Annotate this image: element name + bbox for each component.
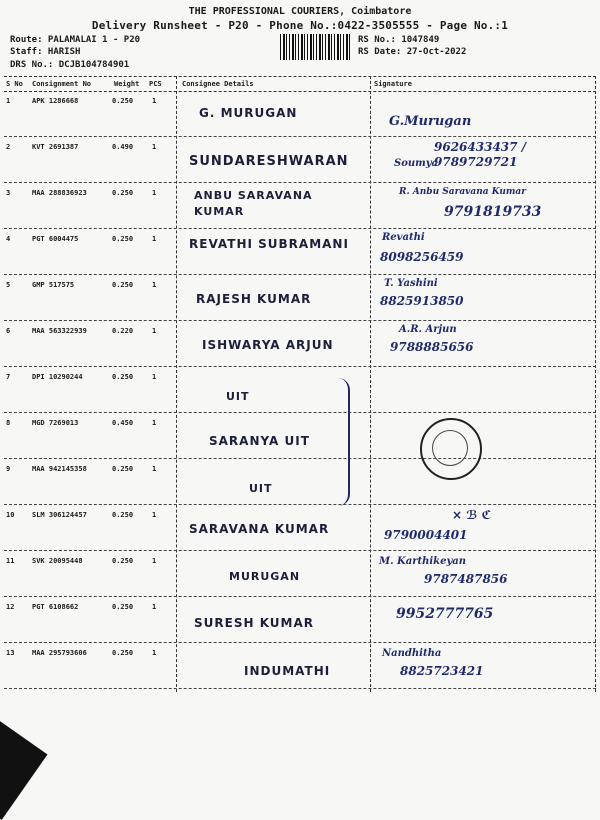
row-weight: 0.250	[112, 557, 134, 565]
row-phone: 9787487856	[424, 572, 508, 586]
rs-date: RS Date: 27-Oct-2022	[358, 47, 467, 57]
barcode	[280, 34, 350, 60]
row-signature: R. Anbu Saravana Kumar	[399, 187, 526, 197]
bracket-mark	[330, 378, 350, 506]
row-pcs: 1	[152, 281, 157, 289]
row-sno: 6	[6, 327, 11, 335]
row-consignee: ISHWARYA ARJUN	[202, 338, 334, 352]
row-weight: 0.250	[112, 511, 134, 519]
row-pcs: 1	[152, 97, 157, 105]
row-sno: 5	[6, 281, 11, 289]
row-consignment: DPI 10290244	[32, 373, 83, 381]
rs-number: RS No.: 1047849	[358, 35, 440, 45]
row-consignment: MGD 7269013	[32, 419, 79, 427]
institute-stamp	[420, 418, 482, 480]
row-sno: 13	[6, 649, 15, 657]
row-consignment: MAA 942145358	[32, 465, 87, 473]
row-pcs: 1	[152, 511, 157, 519]
stamp-center	[432, 430, 468, 466]
row-sno: 3	[6, 189, 11, 197]
row-phone: 9952777765	[396, 606, 494, 622]
row-weight: 0.250	[112, 465, 134, 473]
row-phone: 8825913850	[380, 294, 464, 308]
table-row	[4, 458, 596, 505]
row-sno: 12	[6, 603, 15, 611]
row-pcs: 1	[152, 649, 157, 657]
table-row	[4, 366, 596, 413]
row-signature: M. Karthikeyan	[379, 556, 467, 567]
row-sno: 10	[6, 511, 15, 519]
col-consignee: Consignee Details	[182, 80, 254, 88]
table-row	[4, 642, 596, 689]
row-consignment: SVK 20095448	[32, 557, 83, 565]
col-pcs: PCS	[149, 80, 162, 88]
table-row	[4, 504, 596, 551]
row-sno: 4	[6, 235, 11, 243]
row-consignment: SLM 306124457	[32, 511, 87, 519]
col-signature: Signature	[374, 80, 412, 88]
table-row	[4, 90, 596, 137]
page-corner-shadow	[0, 720, 48, 820]
row-consignee: G. MURUGAN	[199, 106, 298, 120]
row-weight: 0.250	[112, 603, 134, 611]
drs-number: DRS No.: DCJB104784901	[10, 60, 130, 70]
row-signature: G.Murugan	[389, 114, 472, 129]
row-consignment: MAA 563322939	[32, 327, 87, 335]
row-pcs: 1	[152, 603, 157, 611]
route-label: Route: PALAMALAI 1 - P20	[10, 35, 141, 45]
row-consignment: PGT 6004475	[32, 235, 79, 243]
row-weight: 0.250	[112, 189, 134, 197]
row-consignee: MURUGAN	[229, 570, 301, 583]
row-signature: Nandhitha	[382, 648, 442, 659]
row-sno: 9	[6, 465, 11, 473]
row-consignee: SARANYA UIT	[209, 434, 310, 448]
row-phone: 9790004401	[384, 528, 468, 542]
row-weight: 0.250	[112, 97, 134, 105]
row-pcs: 1	[152, 189, 157, 197]
row-weight: 0.250	[112, 281, 134, 289]
row-consignment: MAA 288836923	[32, 189, 87, 197]
row-sno: 2	[6, 143, 11, 151]
row-signature: Revathi	[382, 232, 425, 243]
row-pcs: 1	[152, 465, 157, 473]
row-consignment: APK 1286668	[32, 97, 79, 105]
table-row	[4, 182, 596, 229]
row-consignment: PGT 6108662	[32, 603, 79, 611]
col-weight: Weight	[114, 80, 140, 88]
row-phone: 8825723421	[400, 664, 484, 678]
runsheet-subtitle: Delivery Runsheet - P20 - Phone No.:0422-3505555 - Page No.:1	[91, 19, 509, 32]
row-pcs: 1	[152, 327, 157, 335]
row-consignee: UIT	[226, 390, 250, 403]
row-phone: 9791819733	[444, 204, 542, 220]
row-consignee: SARAVANA KUMAR	[189, 522, 330, 536]
row-consignee: UIT	[249, 482, 273, 495]
table-row	[4, 136, 596, 183]
table-row	[4, 412, 596, 459]
row-weight: 0.250	[112, 649, 134, 657]
row-consignee: RAJESH KUMAR	[196, 292, 312, 306]
row-weight: 0.220	[112, 327, 134, 335]
row-consignee: SURESH KUMAR	[194, 616, 314, 630]
row-signature: Soumya	[394, 158, 439, 169]
row-weight: 0.490	[112, 143, 134, 151]
row-sno: 7	[6, 373, 11, 381]
row-consignee: INDUMATHI	[244, 664, 331, 678]
row-pcs: 1	[152, 419, 157, 427]
row-sno: 8	[6, 419, 11, 427]
staff-label: Staff: HARISH	[10, 47, 81, 57]
row-weight: 0.250	[112, 373, 134, 381]
row-consignee: REVATHI SUBRAMANI	[189, 237, 349, 251]
row-pcs: 1	[152, 557, 157, 565]
row-sno: 1	[6, 97, 11, 105]
row-consignment: MAA 295793606	[32, 649, 87, 657]
col-sno: S No	[6, 80, 23, 88]
table-row	[4, 550, 596, 597]
row-consignee: ANBU SARAVANA KUMAR	[194, 189, 313, 218]
row-phone: 8098256459	[380, 250, 464, 264]
row-weight: 0.450	[112, 419, 134, 427]
row-signature: A.R. Arjun	[399, 324, 457, 335]
col-consignment: Consignment No	[32, 80, 92, 88]
row-weight: 0.250	[112, 235, 134, 243]
row-sno: 11	[6, 557, 15, 565]
row-consignment: GMP 517575	[32, 281, 75, 289]
row-pcs: 1	[152, 373, 157, 381]
table-row	[4, 320, 596, 367]
row-phone: 9788885656	[390, 340, 474, 354]
table-row	[4, 274, 596, 321]
row-consignment: KVT 2691387	[32, 143, 79, 151]
row-signature: T. Yashini	[384, 278, 438, 289]
table-row	[4, 596, 596, 643]
row-consignee: SUNDARESHWARAN	[189, 154, 349, 169]
company-title: THE PROFESSIONAL COURIERS, Coimbatore	[188, 6, 412, 17]
row-pcs: 1	[152, 235, 157, 243]
row-pcs: 1	[152, 143, 157, 151]
table-row	[4, 228, 596, 275]
runsheet-table	[4, 76, 596, 692]
cross-mark-icon: × ℬ ℭ	[452, 508, 492, 522]
row-phone: 9626433437 / 9789729721	[434, 140, 527, 169]
